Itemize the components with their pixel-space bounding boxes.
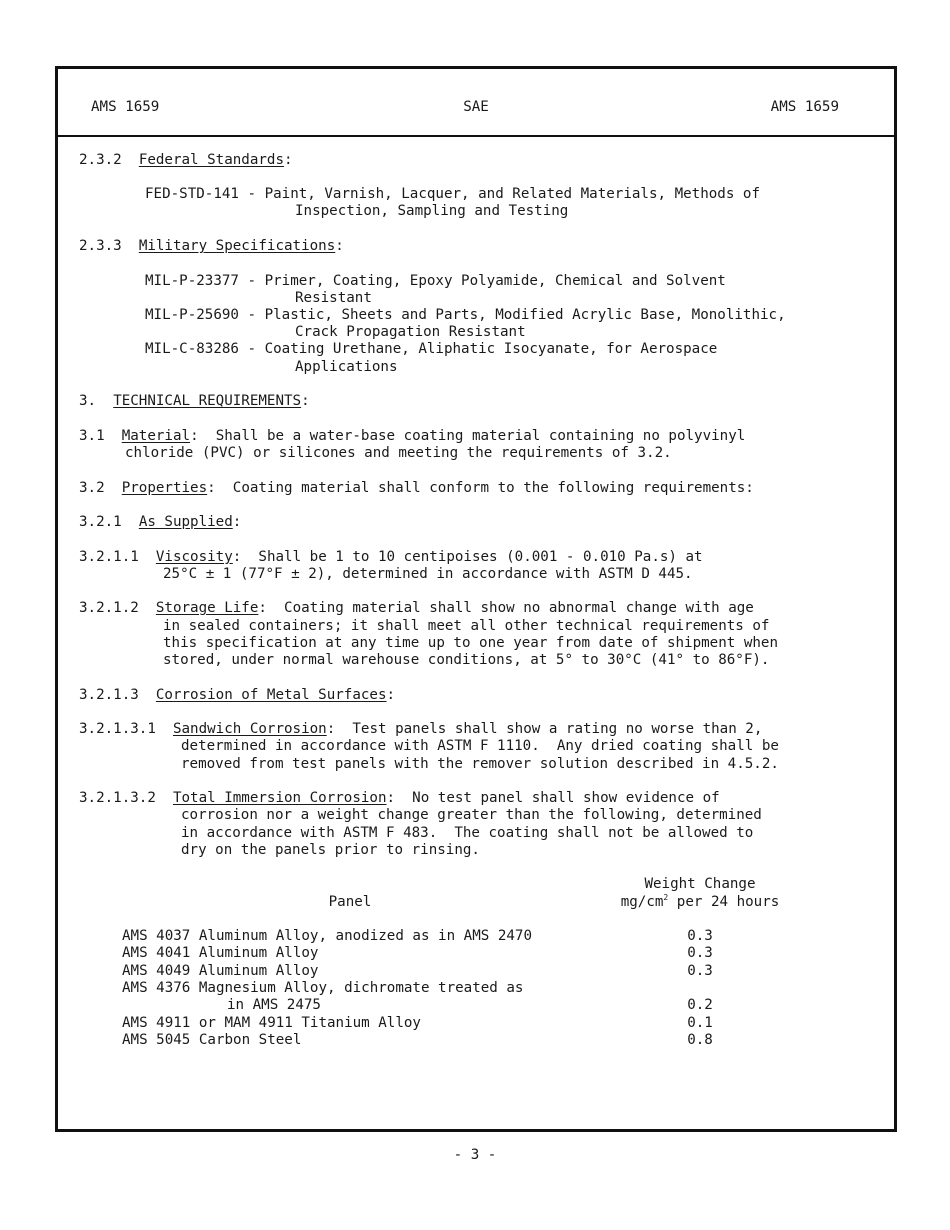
table-row-value: 0.2 xyxy=(687,997,713,1013)
section-title: Viscosity xyxy=(155,549,233,565)
table-header-weight-unit: $mg/cm^2$ per 24 hours xyxy=(620,893,780,910)
section-number: 3.2.1 xyxy=(79,514,122,530)
section-3-2-1-3-1-line1: 3.2.1.3.1 Sandwich Corrosion: Test panels shall show a rating no worse than 2, xyxy=(79,721,763,737)
section-title: As Supplied xyxy=(138,514,233,530)
section-title: Properties xyxy=(121,480,208,496)
section-title: Total Immersion Corrosion xyxy=(172,790,387,806)
section-3-2-1-3-2-line1: 3.2.1.3.2 Total Immersion Corrosion: No test panel shall show evidence of xyxy=(79,790,720,806)
header-right-doc-id: AMS 1659 xyxy=(770,99,839,115)
section-title: Sandwich Corrosion xyxy=(172,721,327,737)
table-row-value: 0.3 xyxy=(687,945,713,961)
fed-std-141-line2: Inspection, Sampling and Testing xyxy=(295,203,569,219)
section-3-2-1-2-line2: in sealed containers; it shall meet all other technical requirements of xyxy=(163,618,770,634)
section-number: 3.2 xyxy=(79,480,105,496)
table-row-panel: AMS 4037 Aluminum Alloy, anodized as in AMS 2470 xyxy=(122,928,532,944)
section-3-2-1-3-2-line3: in accordance with ASTM F 483. The coating shall not be allowed to xyxy=(181,825,754,841)
table-row-value: 0.3 xyxy=(687,963,713,979)
section-3-2-1-3-2-line4: dry on the panels prior to rinsing. xyxy=(181,842,480,858)
section-number: 3.1 xyxy=(79,428,105,444)
mil-p-25690-line1: MIL-P-25690 - Plastic, Sheets and Parts, Modified Acrylic Base, Monolithic, xyxy=(145,307,786,323)
section-3-2-1-2-line4: stored, under normal warehouse conditions, at 5° to 30°C (41° to 86°F). xyxy=(163,652,770,668)
section-3-2-1-3-heading: 3.2.1.3 Corrosion of Metal Surfaces: xyxy=(79,687,396,703)
mil-c-83286-line2: Applications xyxy=(295,359,398,375)
mil-c-83286-line1: MIL-C-83286 - Coating Urethane, Aliphatic Isocyanate, for Aerospace xyxy=(145,341,718,357)
section-title: Military Specifications xyxy=(138,238,336,254)
section-3-2-1-3-1-line3: removed from test panels with the remover solution described in 4.5.2. xyxy=(181,756,779,772)
section-3-2-1-1-line1: 3.2.1.1 Viscosity: Shall be 1 to 10 centipoises (0.001 - 0.010 Pa.s) at xyxy=(79,549,703,565)
section-2-3-3-heading: 2.3.3 Military Specifications: xyxy=(79,238,344,254)
section-number: 3.2.1.1 xyxy=(79,549,139,565)
mil-p-25690-line2: Crack Propagation Resistant xyxy=(295,324,526,340)
table-row-panel: AMS 4911 or MAM 4911 Titanium Alloy xyxy=(122,1015,421,1031)
page-number: - 3 - xyxy=(453,1147,497,1163)
table-row-panel: AMS 4041 Aluminum Alloy xyxy=(122,945,319,961)
section-3-1-line2: chloride (PVC) or silicones and meeting the requirements of 3.2. xyxy=(125,445,672,461)
page-header xyxy=(58,69,894,137)
section-number: 3.2.1.3.2 xyxy=(79,790,156,806)
section-number: 2.3.2 xyxy=(79,152,122,168)
header-left-doc-id: AMS 1659 xyxy=(91,99,160,115)
table-row-value: 0.1 xyxy=(687,1015,713,1031)
section-3-1-line1: 3.1 Material: Shall be a water-base coating material containing no polyvinyl xyxy=(79,428,746,444)
section-title: Corrosion of Metal Surfaces xyxy=(155,687,387,703)
section-number: 3.2.1.2 xyxy=(79,600,139,616)
section-3-2-1-3-2-line2: corrosion nor a weight change greater than the following, determined xyxy=(181,807,762,823)
section-number: 2.3.3 xyxy=(79,238,122,254)
section-3-2-1-2-line1: 3.2.1.2 Storage Life: Coating material shall show no abnormal change with age xyxy=(79,600,754,616)
header-center-org: SAE xyxy=(463,99,489,115)
section-title: TECHNICAL REQUIREMENTS xyxy=(113,393,302,409)
section-3-2-1-heading: 3.2.1 As Supplied: xyxy=(79,514,242,530)
section-title: Storage Life xyxy=(155,600,259,616)
table-row-value: 0.8 xyxy=(687,1032,713,1048)
table-row-panel: AMS 5045 Carbon Steel xyxy=(122,1032,302,1048)
table-row-panel-continued: in AMS 2475 xyxy=(227,997,321,1013)
table-row-value: 0.3 xyxy=(687,928,713,944)
section-number: 3.2.1.3.1 xyxy=(79,721,156,737)
table-header-panel: Panel xyxy=(328,894,372,910)
table-row-panel: AMS 4376 Magnesium Alloy, dichromate treated as xyxy=(122,980,524,996)
section-3-2-line1: 3.2 Properties: Coating material shall conform to the following requirements: xyxy=(79,480,754,496)
section-3-2-1-2-line3: this specification at any time up to one year from date of shipment when xyxy=(163,635,778,651)
table-row-panel: AMS 4049 Aluminum Alloy xyxy=(122,963,319,979)
section-3-2-1-1-line2: 25°C ± 1 (77°F ± 2), determined in accordance with ASTM D 445. xyxy=(163,566,693,582)
section-number: 3. xyxy=(79,393,97,409)
section-3-heading: 3. TECHNICAL REQUIREMENTS: xyxy=(79,393,310,409)
table-header-weight-change: Weight Change xyxy=(644,876,756,892)
section-title: Material xyxy=(121,428,191,444)
section-2-3-2-heading: 2.3.2 Federal Standards: xyxy=(79,152,293,168)
section-3-2-1-3-1-line2: determined in accordance with ASTM F 1110. Any dried coating shall be xyxy=(181,738,779,754)
mil-p-23377-line1: MIL-P-23377 - Primer, Coating, Epoxy Polyamide, Chemical and Solvent xyxy=(145,273,726,289)
section-number: 3.2.1.3 xyxy=(79,687,139,703)
mil-p-23377-line2: Resistant xyxy=(295,290,372,306)
fed-std-141-line1: FED-STD-141 - Paint, Varnish, Lacquer, and Related Materials, Methods of xyxy=(145,186,760,202)
section-title: Federal Standards xyxy=(138,152,285,168)
